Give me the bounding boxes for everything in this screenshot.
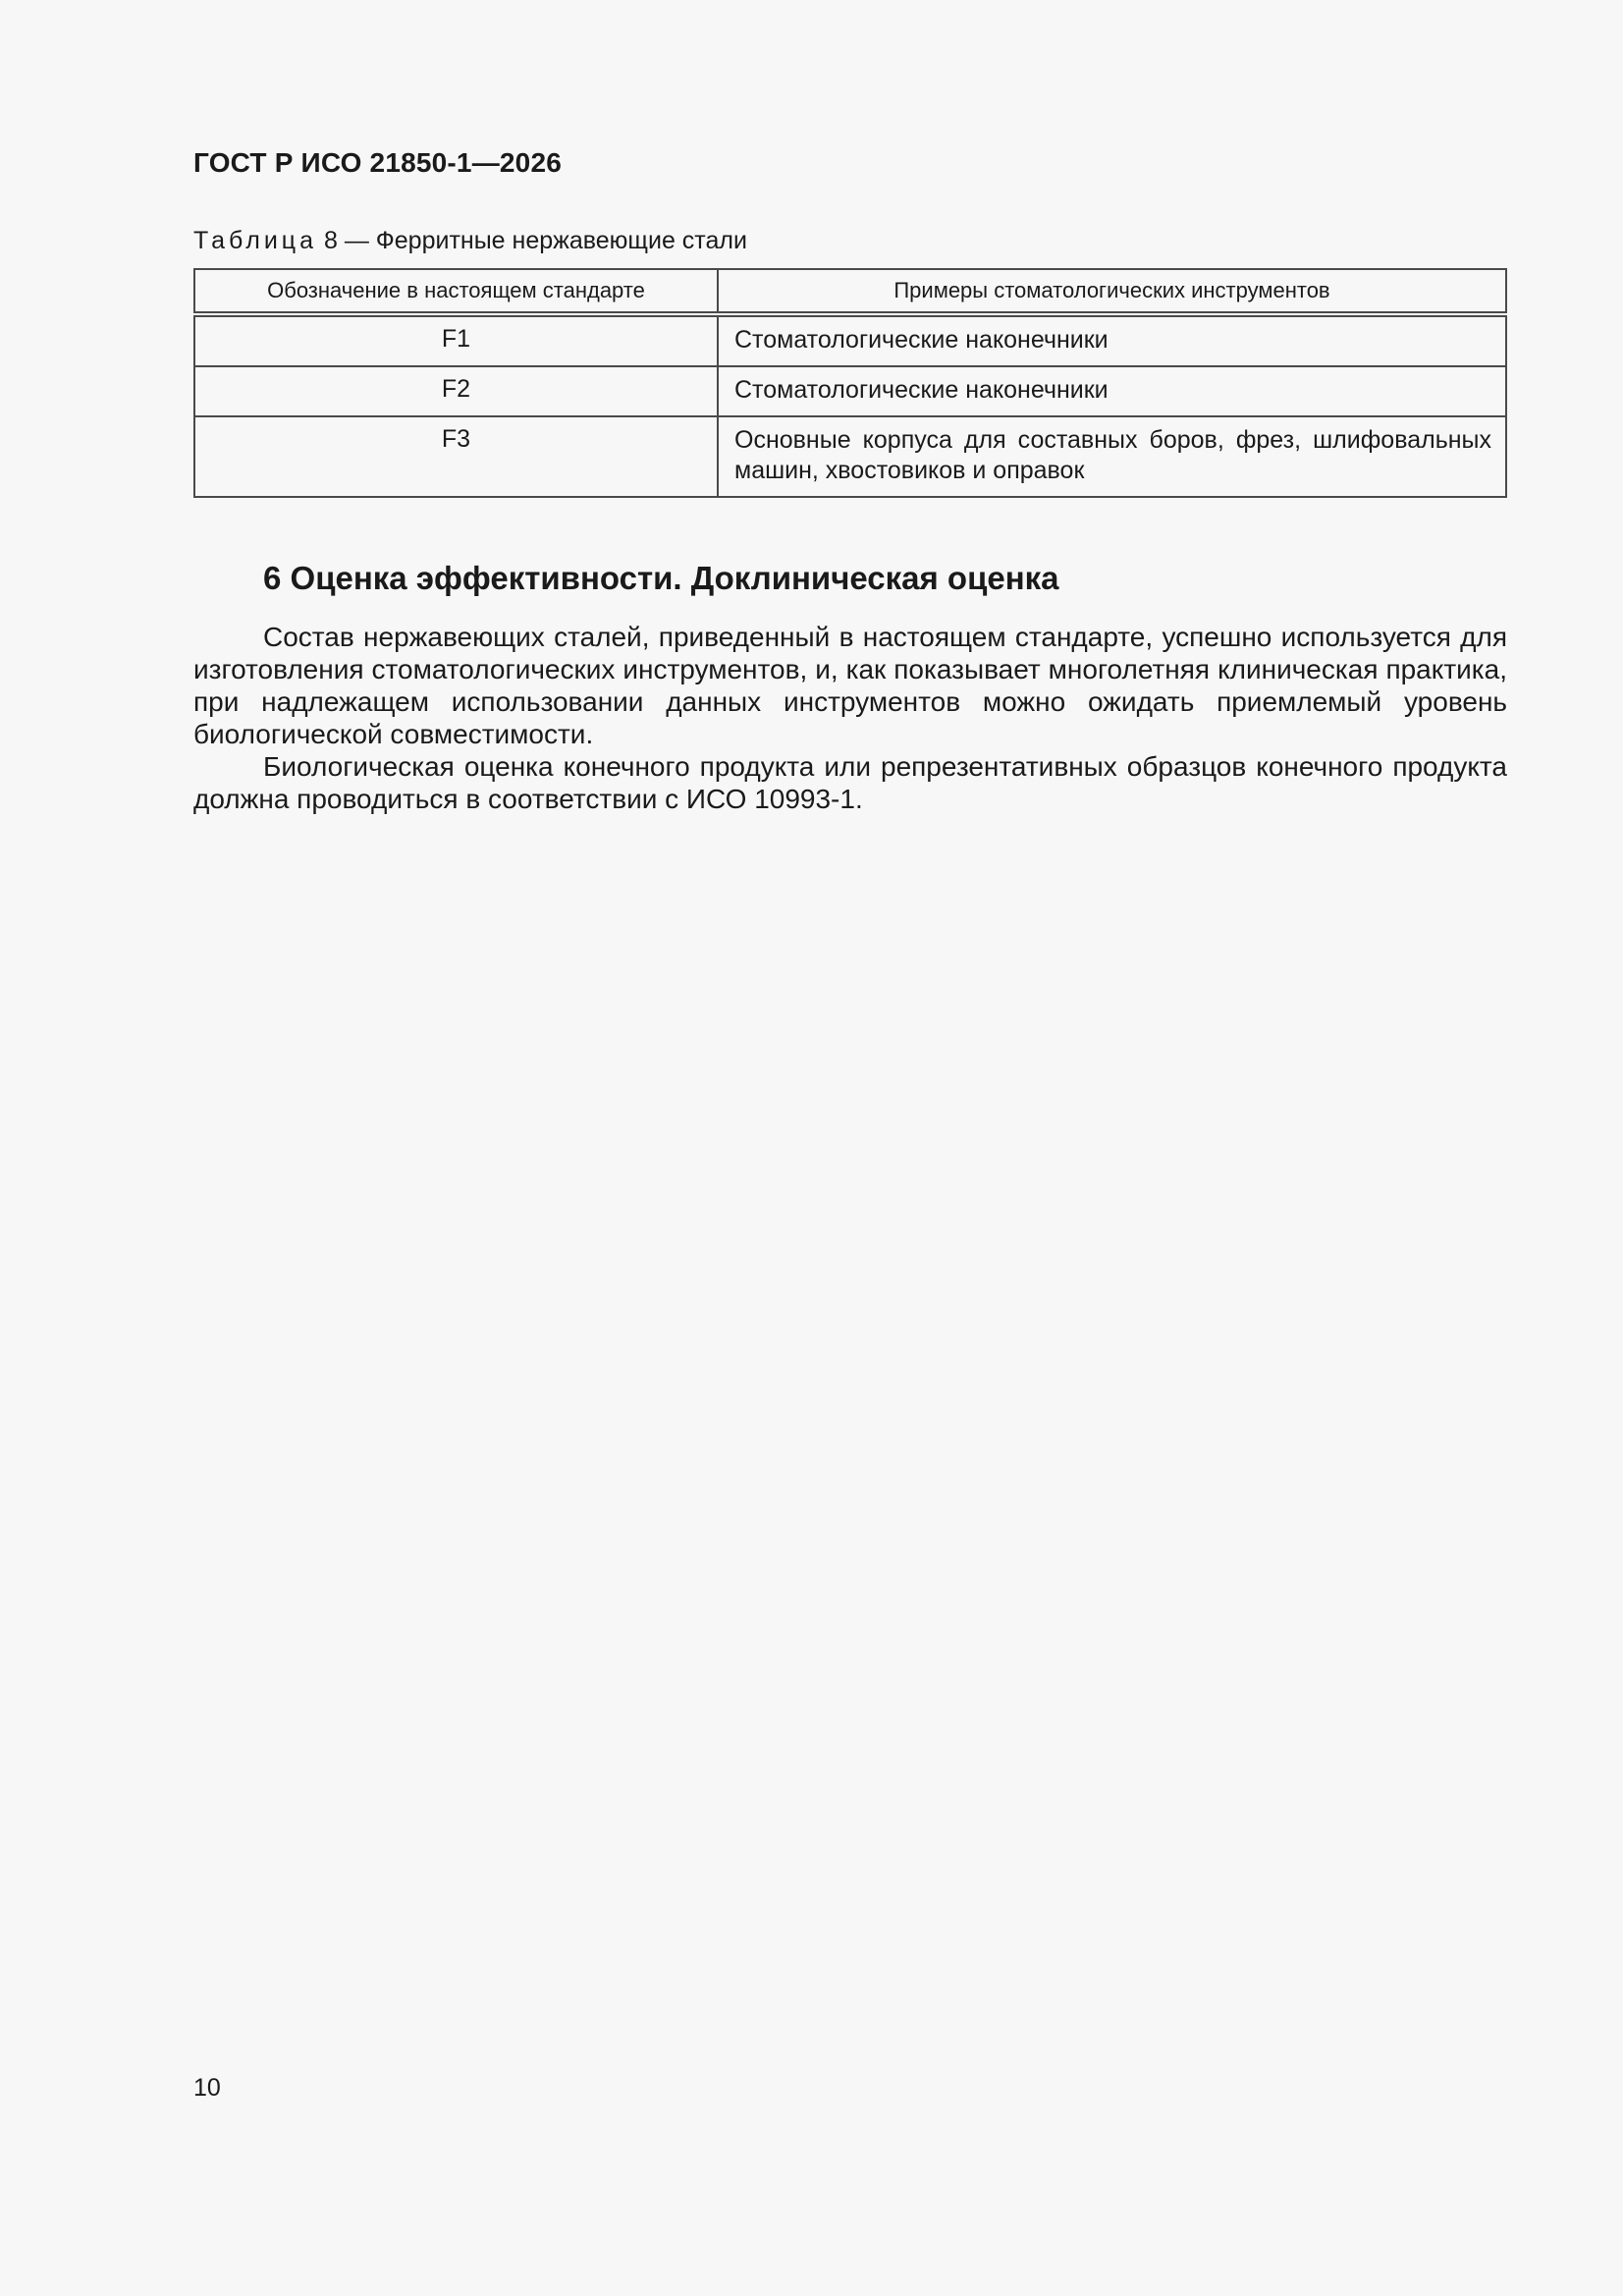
column-header-examples: Примеры стоматологических инструментов (718, 269, 1506, 314)
body-paragraph: Состав нержавеющих сталей, приведенный в настоящем стандарте, успешно используется для изготовления стоматологических инструментов, и, как показывает многолетняя клиническая практика, при надлежащем использовании данных инструментов можно ожидать приемлемый уровень биологической совместимости. (193, 622, 1507, 749)
table-cell-code: F1 (194, 314, 718, 366)
table-cell-description: Стоматологические наконечники (718, 314, 1506, 366)
table-row (194, 366, 1506, 416)
table-cell-description: Стоматологические наконечники (718, 366, 1506, 416)
table-cell-code: F2 (194, 366, 718, 416)
table-row (194, 416, 1506, 497)
section-title: 6 Оценка эффективности. Доклиническая оценка (263, 560, 1059, 596)
table-header-row (194, 269, 1506, 314)
body-paragraph: Биологическая оценка конечного продукта или репрезентативных образцов конечного продукта должна проводиться в соответствии с ИСО 10993-1. (193, 751, 1507, 814)
page-number: 10 (193, 2074, 221, 2102)
table-row (194, 314, 1506, 366)
steel-table-container (193, 268, 1507, 498)
table-cell-code: F3 (194, 416, 718, 497)
column-header-designation: Обозначение в настоящем стандарте (194, 269, 718, 314)
table-cell-description: Основные корпуса для составных боров, фрез, шлифовальных машин, хвостовиков и оправок (718, 416, 1506, 497)
table-caption-word: Таблица (193, 227, 318, 254)
section-body (193, 621, 1507, 815)
table-caption-title: 8 — Ферритные нержавеющие стали (317, 227, 747, 254)
document-header: ГОСТ Р ИСО 21850-1—2026 (193, 147, 562, 178)
table-caption (193, 227, 747, 255)
steel-table (193, 268, 1507, 498)
